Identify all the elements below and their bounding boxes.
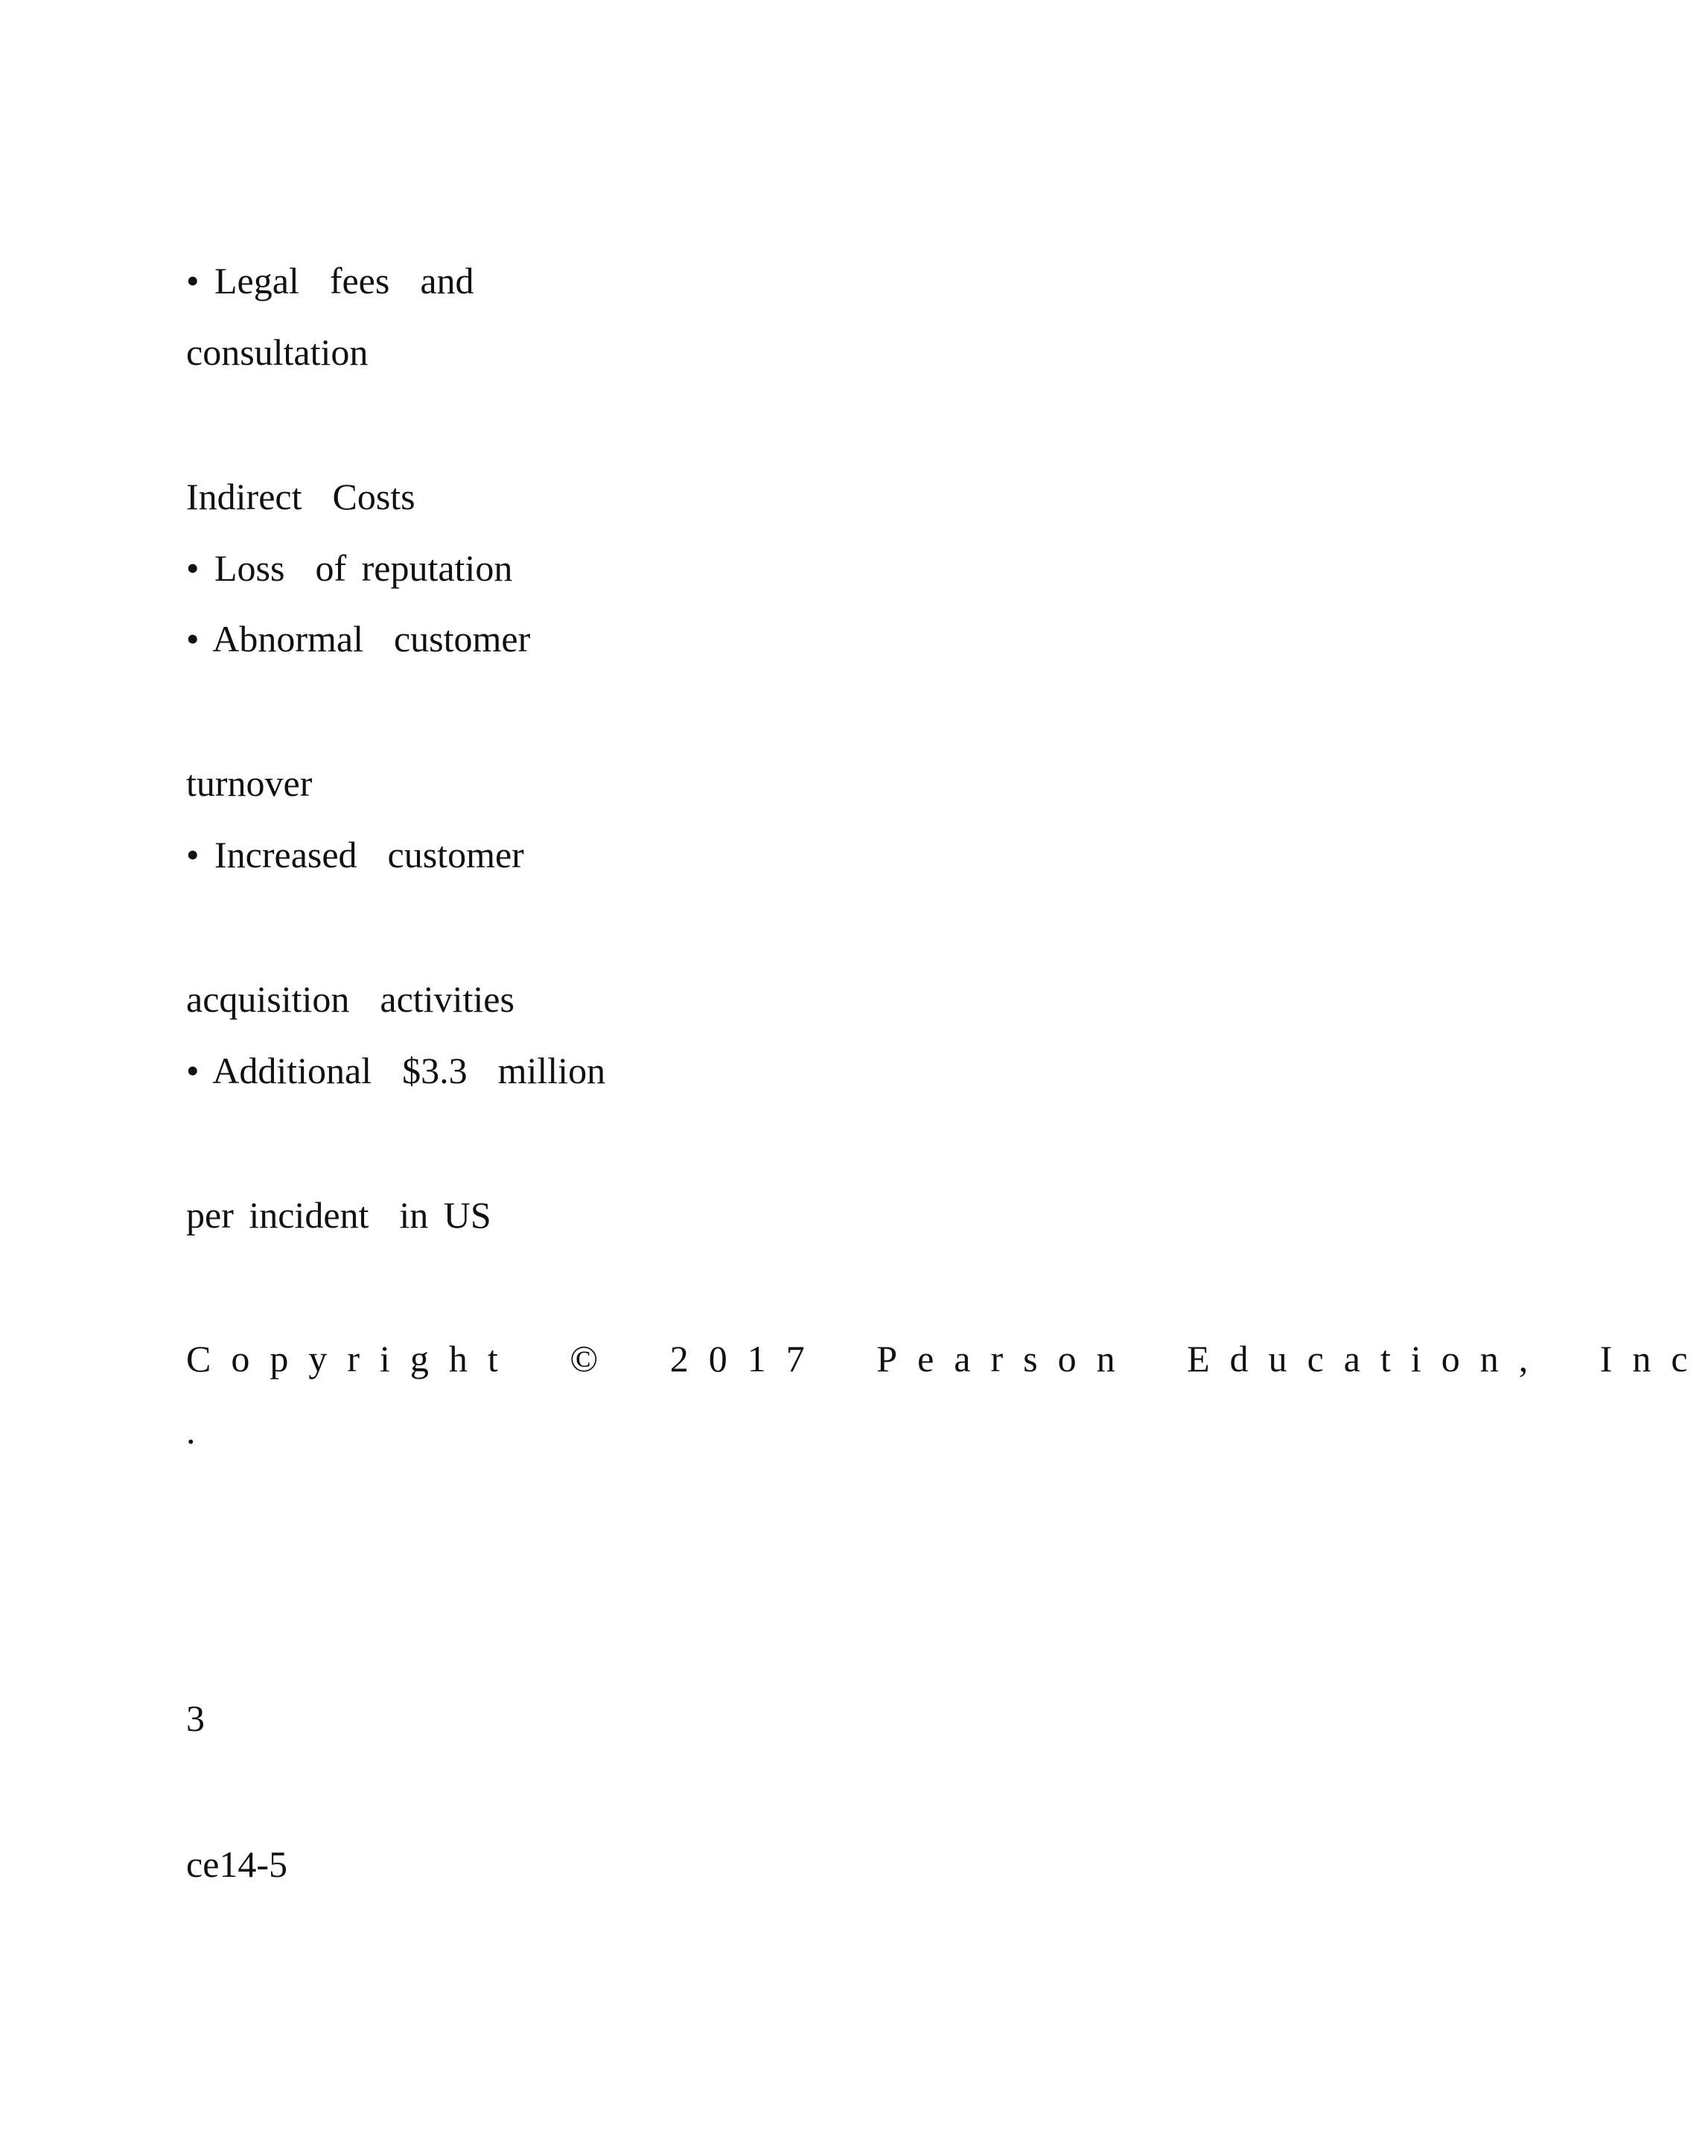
- slide-id: ce14-5: [186, 1843, 288, 1885]
- bullet-additional-cost: • Additional $3.3 million: [186, 1050, 606, 1091]
- bullet-legal-fees: • Legal fees and: [186, 260, 474, 302]
- text-consultation: consultation: [186, 331, 369, 373]
- bullet-increased-customer: • Increased customer: [186, 834, 524, 876]
- text-turnover: turnover: [186, 762, 313, 804]
- page-number: 3: [186, 1697, 205, 1739]
- bullet-abnormal-customer: • Abnormal customer: [186, 618, 531, 660]
- text-acquisition-activities: acquisition activities: [186, 978, 514, 1020]
- copyright-notice: Copyright © 2017 Pearson Education, Inc: [186, 1338, 1708, 1380]
- heading-indirect-costs: Indirect Costs: [186, 476, 415, 517]
- bullet-loss-of-reputation: • Loss of reputation: [186, 547, 513, 589]
- text-per-incident: per incident in US: [186, 1194, 491, 1236]
- copyright-period: .: [186, 1410, 196, 1452]
